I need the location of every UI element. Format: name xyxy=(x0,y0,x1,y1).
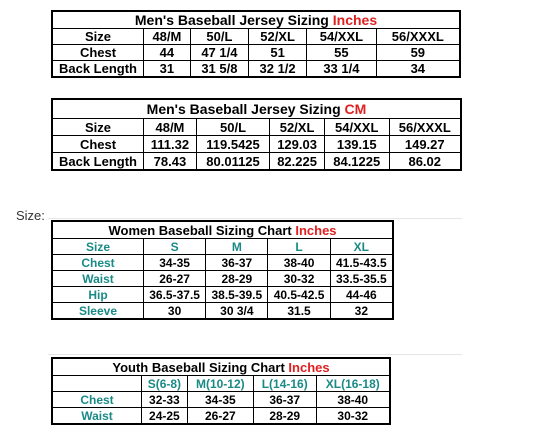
header-cell: Size xyxy=(52,29,144,45)
table-title-text: Youth Baseball Sizing Chart xyxy=(112,359,285,375)
table-cell: 31 5/8 xyxy=(190,61,248,78)
table-cell: 26-27 xyxy=(144,271,206,287)
row-label: Chest xyxy=(52,255,144,271)
header-cell: 50/L xyxy=(196,119,269,136)
header-cell: XL xyxy=(330,239,393,255)
table-row xyxy=(52,287,393,303)
table-cell: 129.03 xyxy=(270,136,325,153)
header-row xyxy=(52,376,390,392)
table-cell: 59 xyxy=(376,45,460,61)
youth-sizing-table xyxy=(51,357,391,425)
header-cell: 50/L xyxy=(190,29,248,45)
table-cell: 36-37 xyxy=(253,392,316,408)
row-label: Waist xyxy=(52,271,144,287)
divider-line xyxy=(48,218,462,219)
table-cell: 31 xyxy=(144,61,191,78)
table-cell: 41.5-43.5 xyxy=(330,255,393,271)
header-cell: S(6-8) xyxy=(142,376,188,392)
table-title-text: Women Baseball Sizing Chart xyxy=(108,222,292,238)
row-label: Back Length xyxy=(52,61,144,78)
table-cell: 40.5-42.5 xyxy=(268,287,330,303)
header-cell: 52/XL xyxy=(270,119,325,136)
table-cell: 149.27 xyxy=(389,136,461,153)
unit-label: Inches xyxy=(295,222,337,238)
women-sizing-table xyxy=(51,220,394,320)
header-cell: 48/M xyxy=(144,119,197,136)
header-cell: Size xyxy=(52,119,144,136)
row-label: Waist xyxy=(52,408,142,425)
header-cell: 54/XXL xyxy=(307,29,376,45)
table-row xyxy=(52,392,390,408)
table-cell: 34 xyxy=(376,61,460,78)
table-cell: 55 xyxy=(307,45,376,61)
row-label: Chest xyxy=(52,392,142,408)
table-row xyxy=(52,153,461,171)
table-cell: 30 3/4 xyxy=(206,303,268,320)
table-cell: 47 1/4 xyxy=(190,45,248,61)
table-row xyxy=(52,136,461,153)
header-cell: 52/XL xyxy=(249,29,307,45)
header-cell xyxy=(52,376,142,392)
table-title xyxy=(52,99,461,119)
header-cell: XL(16-18) xyxy=(316,376,390,392)
table-cell: 30-32 xyxy=(268,271,330,287)
table-cell: 31.5 xyxy=(268,303,330,320)
table-cell: 24-25 xyxy=(142,408,188,425)
table-cell: 32 xyxy=(330,303,393,320)
table-row xyxy=(52,45,460,61)
row-label: Hip xyxy=(52,287,144,303)
header-cell: M(10-12) xyxy=(187,376,253,392)
mens-sizing-cm-table xyxy=(51,98,462,171)
table-cell: 119.5425 xyxy=(196,136,269,153)
table-row xyxy=(52,255,393,271)
table-cell: 82.225 xyxy=(270,153,325,171)
table-cell: 28-29 xyxy=(206,271,268,287)
table-cell: 28-29 xyxy=(253,408,316,425)
table-title-text: Men's Baseball Jersey Sizing xyxy=(134,12,329,28)
unit-label: CM xyxy=(344,101,367,117)
table-cell: 44-46 xyxy=(330,287,393,303)
table-cell: 36-37 xyxy=(206,255,268,271)
header-row xyxy=(52,119,461,136)
row-label: Chest xyxy=(52,45,144,61)
table-row xyxy=(52,271,393,287)
table-row xyxy=(52,61,460,78)
table-row xyxy=(52,303,393,320)
row-label: Back Length xyxy=(52,153,144,171)
table-cell: 33 1/4 xyxy=(307,61,376,78)
table-cell: 34-35 xyxy=(187,392,253,408)
table-cell: 26-27 xyxy=(187,408,253,425)
row-label: Sleeve xyxy=(52,303,144,320)
divider-line xyxy=(48,354,462,355)
header-cell: L(14-16) xyxy=(253,376,316,392)
unit-label: Inches xyxy=(288,359,330,375)
table-cell: 86.02 xyxy=(389,153,461,171)
table-cell: 78.43 xyxy=(144,153,197,171)
table-cell: 51 xyxy=(249,45,307,61)
header-cell: 56/XXXL xyxy=(389,119,461,136)
table-title xyxy=(52,358,390,376)
header-cell: 56/XXXL xyxy=(376,29,460,45)
table-cell: 32 1/2 xyxy=(249,61,307,78)
row-label: Chest xyxy=(52,136,144,153)
table-row xyxy=(52,408,390,425)
table-cell: 38-40 xyxy=(316,392,390,408)
table-cell: 44 xyxy=(144,45,191,61)
table-cell: 34-35 xyxy=(144,255,206,271)
header-row xyxy=(52,29,460,45)
header-cell: S xyxy=(144,239,206,255)
table-cell: 111.32 xyxy=(144,136,197,153)
table-cell: 30 xyxy=(144,303,206,320)
table-cell: 30-32 xyxy=(316,408,390,425)
header-cell: 48/M xyxy=(144,29,191,45)
table-title xyxy=(52,11,460,29)
table-title-text: Men's Baseball Jersey Sizing xyxy=(146,101,341,117)
unit-label: Inches xyxy=(332,12,378,28)
header-cell: M xyxy=(206,239,268,255)
table-cell: 84.1225 xyxy=(324,153,389,171)
table-cell: 32-33 xyxy=(142,392,188,408)
table-cell: 80.01125 xyxy=(196,153,269,171)
mens-sizing-inches-table xyxy=(51,10,461,78)
table-cell: 33.5-35.5 xyxy=(330,271,393,287)
table-cell: 139.15 xyxy=(324,136,389,153)
header-row xyxy=(52,239,393,255)
table-cell: 38.5-39.5 xyxy=(206,287,268,303)
header-cell: L xyxy=(268,239,330,255)
header-cell: Size xyxy=(52,239,144,255)
header-cell: 54/XXL xyxy=(324,119,389,136)
table-cell: 38-40 xyxy=(268,255,330,271)
table-cell: 36.5-37.5 xyxy=(144,287,206,303)
table-title xyxy=(52,221,393,239)
size-label: Size: xyxy=(16,208,45,223)
